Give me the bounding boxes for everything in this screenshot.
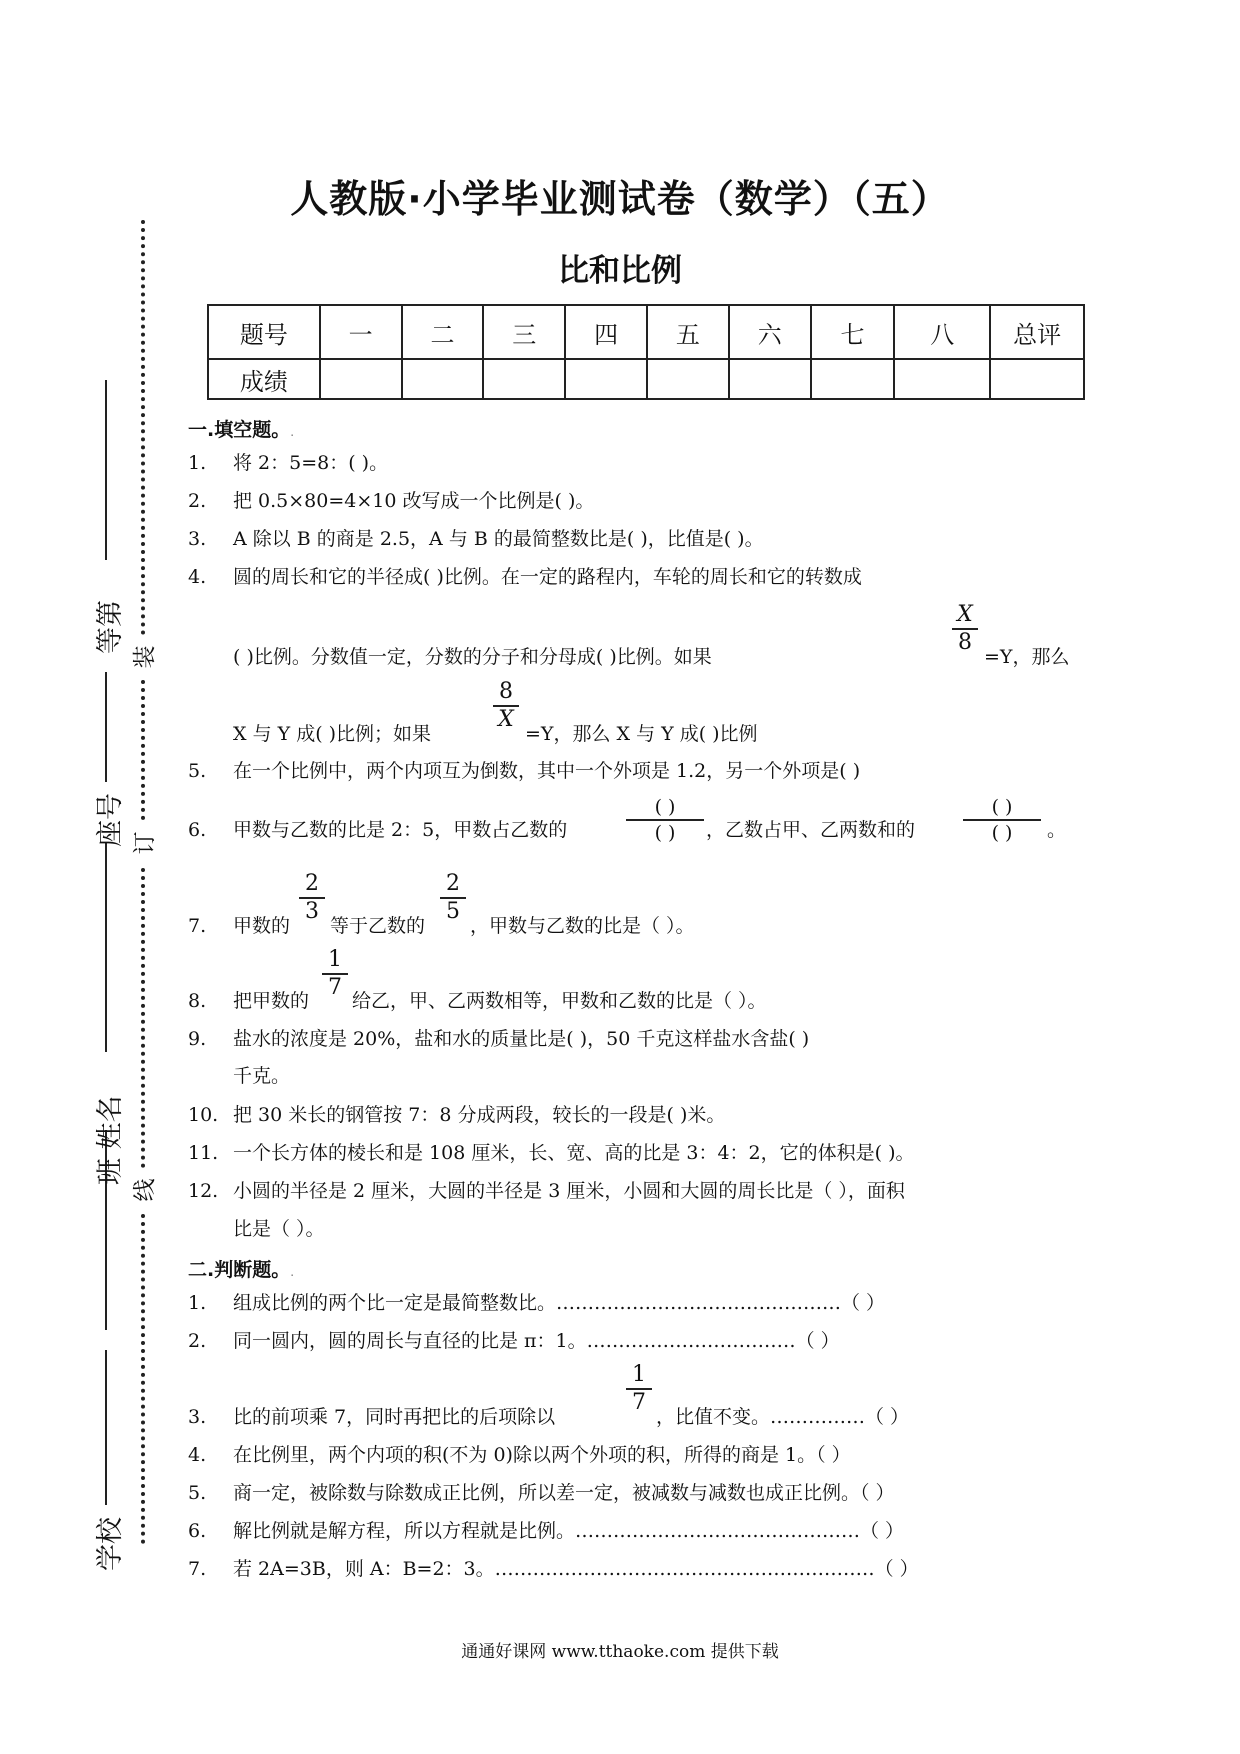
fill-question-6-end <box>1047 818 1066 842</box>
question-number: 11. <box>188 1142 219 1164</box>
footer-download-note: 通通好课网 www.tthaoke.com 提供下载 <box>461 1642 779 1662</box>
section-fill-tick: . <box>290 425 295 439</box>
fraction-numerator: 2 <box>446 871 460 896</box>
class-name-label: 班 姓名 <box>95 1095 126 1185</box>
score-cell[interactable] <box>565 359 647 399</box>
fill-question-10 <box>188 1103 725 1127</box>
question-text: 商一定，被除数与除数成正比例，所以差一定，被减数与减数也成正比例。（ ） <box>233 1482 895 1504</box>
question-number: 2. <box>188 1330 207 1352</box>
score-cell[interactable] <box>483 359 565 399</box>
fill-question-4-line-3a <box>233 722 431 746</box>
seat-label: 座号 <box>95 793 126 847</box>
school-label: 学校 <box>95 1517 126 1571</box>
binding-ding-label: 订 <box>132 831 158 855</box>
fraction-denominator: 8 <box>952 628 978 656</box>
section-fill-title <box>188 415 294 442</box>
fill-question-4-line-2 <box>233 645 712 669</box>
question-text: ，比值不变。……………（ ） <box>656 1406 910 1428</box>
question-text: 比是（ ）。 <box>233 1218 325 1240</box>
judge-question-7 <box>188 1557 919 1581</box>
fraction-denominator: 3 <box>299 897 325 925</box>
question-text: A 除以 B 的商是 2.5，A 与 B 的最简整数比是( )，比值是( )。 <box>233 528 764 550</box>
fill-question-4-line-3b <box>525 722 758 746</box>
question-number: 3. <box>188 1406 207 1428</box>
score-header-cell: 五 <box>647 305 729 359</box>
question-number: 1. <box>188 452 207 474</box>
fraction-1-over-7 <box>626 1362 652 1416</box>
score-header-cell: 题号 <box>208 305 320 359</box>
fraction-2-over-3 <box>299 871 325 925</box>
question-number: 2. <box>188 490 207 512</box>
judge-question-4 <box>188 1443 851 1467</box>
question-number: 3. <box>188 528 207 550</box>
fill-question-5 <box>188 759 860 783</box>
question-text: =Y，那么 X 与 Y 成( )比例 <box>525 723 758 745</box>
binding-zhuang-label: 装 <box>132 645 158 669</box>
section-judge-title <box>188 1255 294 1282</box>
score-cell[interactable] <box>647 359 729 399</box>
fraction-denominator: X <box>493 705 519 733</box>
blank-fraction-1[interactable] <box>626 795 704 845</box>
fill-question-7-end <box>470 914 695 938</box>
fraction-denominator: 5 <box>440 897 466 925</box>
score-cell[interactable] <box>402 359 484 399</box>
question-number: 9. <box>188 1028 207 1050</box>
question-number: 5. <box>188 760 207 782</box>
question-text: 小圆的半径是 2 厘米，大圆的半径是 3 厘米，小圆和大圆的周长比是（ ），面积 <box>233 1180 905 1202</box>
question-text: 把 0.5×80=4×10 改写成一个比例是( )。 <box>233 490 595 512</box>
judge-question-1 <box>188 1291 885 1315</box>
judge-question-5 <box>188 1481 895 1505</box>
score-header-cell: 六 <box>729 305 811 359</box>
fill-question-1 <box>188 451 388 475</box>
seat-write-line-lower <box>105 842 107 1052</box>
binding-dotted-line-1 <box>141 220 145 635</box>
question-number: 1. <box>188 1292 207 1314</box>
binding-dotted-line-4 <box>141 1214 145 1544</box>
question-text: 千克。 <box>233 1065 291 1087</box>
question-text: ，甲数与乙数的比是（ ）。 <box>470 915 695 937</box>
question-text: 将 2：5=8：( )。 <box>233 452 389 474</box>
question-text: ，乙数占甲、乙两数和的 <box>706 819 916 841</box>
fraction-numerator: 1 <box>632 1362 646 1387</box>
fraction-numerator: 2 <box>305 871 319 896</box>
fill-question-4 <box>188 565 862 589</box>
rank-write-line <box>105 380 107 560</box>
question-number: 10. <box>188 1104 219 1126</box>
score-table-score-row <box>208 359 1084 399</box>
fill-question-2 <box>188 489 594 513</box>
fill-question-9 <box>188 1027 809 1051</box>
score-cell[interactable] <box>990 359 1084 399</box>
fill-question-7-mid <box>330 914 425 938</box>
fill-question-11 <box>188 1141 915 1165</box>
question-text: ( )比例。分数值一定，分数的分子和分母成( )比例。如果 <box>233 646 712 668</box>
score-header-cell: 四 <box>565 305 647 359</box>
section-fill-title-text: 一.填空题。 <box>188 419 291 441</box>
binding-dotted-line-3 <box>141 868 145 1168</box>
question-number: 6. <box>188 819 207 841</box>
fraction-8-over-x <box>493 679 519 733</box>
blank-fraction-2[interactable] <box>963 795 1041 845</box>
section-judge-tick: . <box>290 1265 295 1279</box>
score-header-cell: 七 <box>811 305 895 359</box>
fraction-numerator: 8 <box>499 679 513 704</box>
blank-denominator: ( ) <box>963 819 1041 845</box>
question-text: 甲数与乙数的比是 2：5，甲数占乙数的 <box>233 819 568 841</box>
question-text: 组成比例的两个比一定是最简整数比。………………………………………（ ） <box>233 1292 886 1314</box>
score-header-cell: 八 <box>894 305 990 359</box>
question-number: 7. <box>188 1558 207 1580</box>
seat-write-line-upper <box>105 672 107 782</box>
question-text: 解比例就是解方程，所以方程就是比例。………………………………………（ ） <box>233 1520 905 1542</box>
question-number: 4. <box>188 1444 207 1466</box>
fill-question-8-end <box>352 989 767 1013</box>
judge-question-2 <box>188 1329 840 1353</box>
fraction-numerator: 1 <box>328 947 342 972</box>
page-subtitle: 比和比例 <box>558 253 682 289</box>
question-number: 8. <box>188 990 207 1012</box>
question-text: 一个长方体的棱长和是 108 厘米，长、宽、高的比是 3：4：2，它的体积是( )。 <box>233 1142 915 1164</box>
score-cell[interactable] <box>894 359 990 399</box>
fill-question-6-mid <box>706 818 915 842</box>
blank-numerator: ( ) <box>991 796 1013 818</box>
score-cell[interactable] <box>320 359 402 399</box>
blank-numerator: ( ) <box>654 796 676 818</box>
score-cell[interactable] <box>811 359 895 399</box>
rank-label: 等第 <box>95 600 126 654</box>
fill-question-12 <box>188 1179 905 1203</box>
fraction-denominator: 7 <box>626 1388 652 1416</box>
fill-question-8 <box>188 989 309 1013</box>
score-row-label: 成绩 <box>208 359 320 399</box>
question-number: 7. <box>188 915 207 937</box>
binding-dotted-line-2 <box>141 680 145 820</box>
fraction-denominator: 7 <box>322 973 348 1001</box>
blank-denominator: ( ) <box>626 819 704 845</box>
fraction-1-over-7 <box>322 947 348 1001</box>
fill-question-9-line-2 <box>233 1064 290 1088</box>
question-text: 若 2A=3B，则 A：B=2：3。……………………………………………………（ ） <box>233 1558 919 1580</box>
question-number: 12. <box>188 1180 219 1202</box>
section-judge-title-text: 二.判断题。 <box>188 1259 291 1281</box>
score-table-header-row <box>208 305 1084 359</box>
fill-question-3 <box>188 527 764 551</box>
question-text: =Y，那么 <box>984 646 1070 668</box>
score-cell[interactable] <box>729 359 811 399</box>
score-header-cell: 三 <box>483 305 565 359</box>
fill-question-6 <box>188 818 567 842</box>
question-text: 。 <box>1047 819 1067 841</box>
judge-question-6 <box>188 1519 904 1543</box>
fraction-x-over-8 <box>952 602 978 656</box>
question-text: 比的前项乘 7，同时再把比的后项除以 <box>233 1406 556 1428</box>
score-table <box>207 304 1085 400</box>
fill-question-12-line-2 <box>233 1217 325 1241</box>
fill-question-7 <box>188 914 290 938</box>
judge-question-3 <box>188 1405 555 1429</box>
question-text: 给乙，甲、乙两数相等，甲数和乙数的比是（ ）。 <box>352 990 767 1012</box>
question-number: 4. <box>188 566 207 588</box>
judge-question-3-end <box>656 1405 909 1429</box>
school-write-line <box>105 1350 107 1505</box>
question-text: 在比例里，两个内项的积(不为 0)除以两个外项的积，所得的商是 1。（ ） <box>233 1444 851 1466</box>
question-text: X 与 Y 成( )比例；如果 <box>233 723 432 745</box>
page-title: 人教版·小学毕业测试卷（数学）（五） <box>290 177 950 221</box>
question-text: 把甲数的 <box>233 990 310 1012</box>
question-text: 盐水的浓度是 20%，盐和水的质量比是( )，50 千克这样盐水含盐( ) <box>233 1028 810 1050</box>
fraction-2-over-5 <box>440 871 466 925</box>
question-text: 在一个比例中，两个内项互为倒数，其中一个外项是 1.2，另一个外项是( ) <box>233 760 861 782</box>
question-text: 把 30 米长的钢管按 7：8 分成两段，较长的一段是( )米。 <box>233 1104 726 1126</box>
question-text: 甲数的 <box>233 915 291 937</box>
binding-xian-label: 线 <box>132 1178 158 1202</box>
score-header-cell: 总评 <box>990 305 1084 359</box>
score-header-cell: 一 <box>320 305 402 359</box>
fill-question-4-line-2-end <box>984 645 1069 669</box>
question-text: 圆的周长和它的半径成( )比例。在一定的路程内，车轮的周长和它的转数成 <box>233 566 862 588</box>
question-text: 同一圆内，圆的周长与直径的比是 π：1。……………………………（ ） <box>233 1330 840 1352</box>
question-text: 等于乙数的 <box>330 915 426 937</box>
question-number: 6. <box>188 1520 207 1542</box>
question-number: 5. <box>188 1482 207 1504</box>
fraction-numerator: X <box>957 602 973 627</box>
score-header-cell: 二 <box>402 305 484 359</box>
